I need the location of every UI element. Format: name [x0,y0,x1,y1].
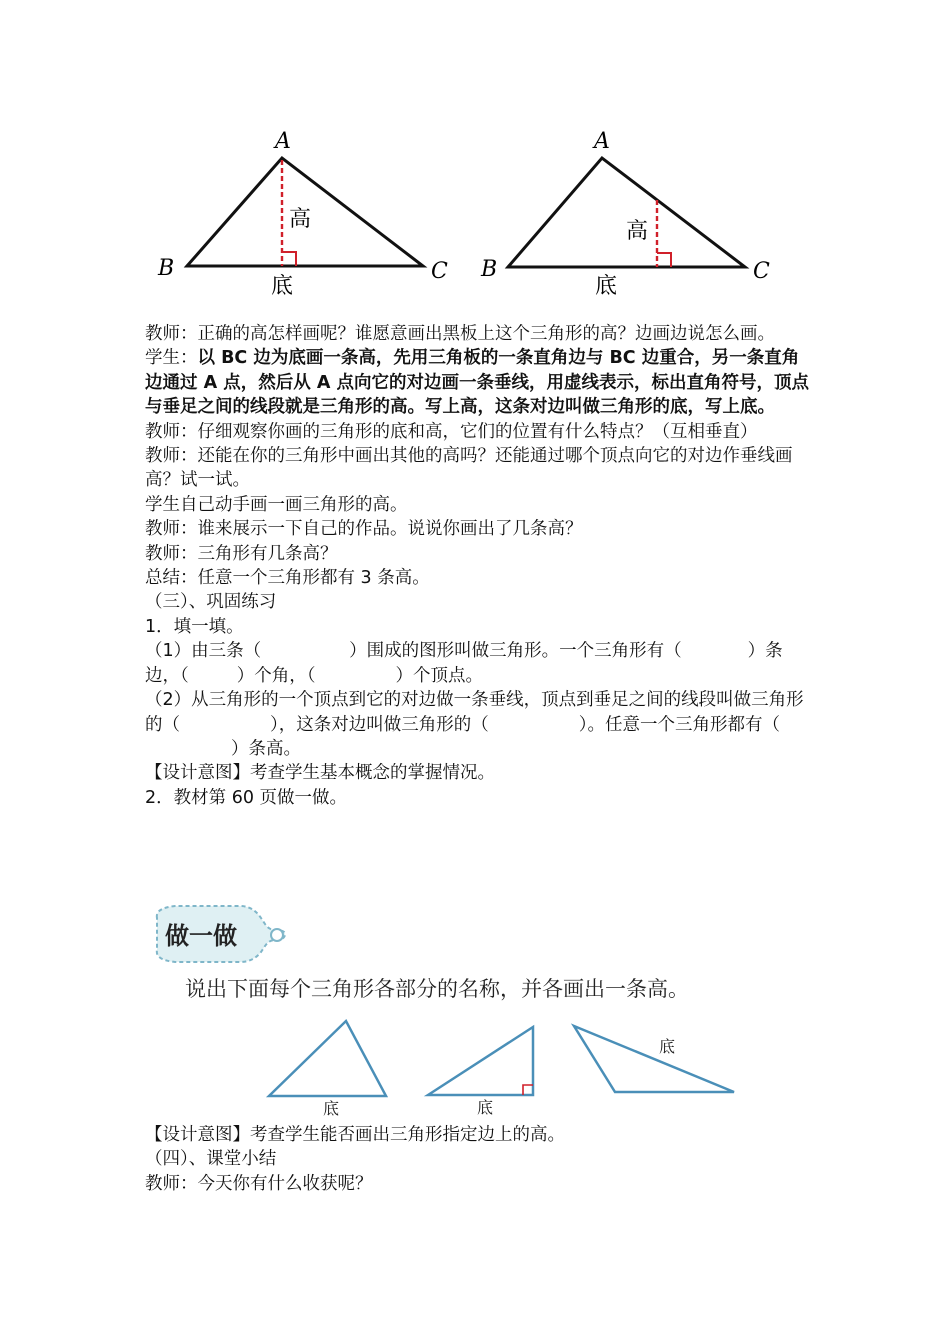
right-base-label: 底 [595,274,618,299]
textbook-exercise-figure [145,896,805,1121]
exercise-triangle-2 [428,1027,533,1095]
paragraph: 教师：正确的高怎样画呢？谁愿意画出黑板上这个三角形的高？边画边说怎么画。 [145,324,775,344]
q1-part: ）围成的图形叫做三角形。一个三角形有（ [349,641,682,662]
lesson-text-end [145,1123,810,1196]
q1-part: ）个角，（ [236,665,316,686]
paragraph: 学生自己动手画一画三角形的高。 [145,494,408,515]
paragraph: 总结：任意一个三角形都有 3 条高。 [145,568,430,589]
triangle-2-base-label: 底 [477,1098,494,1117]
lesson-text [145,322,810,810]
left-base-label: 底 [271,274,294,299]
right-right-angle-mark [657,253,671,267]
right-label-c: C [753,259,770,284]
triangle-height-figure [145,120,805,310]
q2-part: （2）从三角形的一个顶点到它的对边做一条垂线，顶点到垂足之间的线段叫做三角形的（ [145,690,804,735]
right-label-b: B [481,257,498,282]
exercise-heading-2: 2．教材第 60 页做一做。 [145,787,348,808]
paragraph: 教师：还能在你的三角形中画出其他的高吗？还能通过哪个顶点向它的对边作垂线画高？试一试。 [145,446,793,491]
badge-label: 做一做 [165,922,237,950]
left-label-c: C [431,259,448,284]
right-height-label: 高 [626,219,649,244]
left-label-b: B [158,256,175,281]
design-intent-2: 【设计意图】考查学生能否画出三角形指定边上的高。 [145,1125,565,1145]
q1-part: ）条边，（ [145,641,783,686]
exercise-instruction: 说出下面每个三角形各部分的名称，并各画出一条高。 [185,977,689,1001]
left-label-a: A [275,129,291,154]
paragraph: 教师：今天你有什么收获呢？ [145,1173,373,1194]
q2-part: ），这条对边叫做三角形的（ [270,714,489,735]
exercise-triangle-3 [574,1026,734,1092]
left-height-label: 高 [289,207,312,232]
q1-part: ）个顶点。 [395,665,483,686]
right-label-a: A [594,129,610,154]
paragraph: 教师：三角形有几条高？ [145,543,338,564]
left-right-angle-mark [282,252,296,266]
student-answer-bold: 以 BC 边为底画一条高，先用三角板的一条直角边与 BC 边重合，另一条直角边通过 A 点，然后从 A 点向它的对边画一条垂线，用虚线表示，标出直角符号，顶点与垂足之间的线段就是三角形的高。写上高，这条对边叫做三角形的底，写上底。 [145,348,809,418]
fill-blank-question-1 [145,639,810,688]
speaker-label: 学生： [145,348,198,369]
badge-dot-icon [271,929,283,941]
paragraph-student-answer [145,346,810,419]
right-triangle [508,158,745,267]
paragraph: 教师：仔细观察你画的三角形的底和高，它们的位置有什么特点？（互相垂直） [145,421,758,442]
triangle-2-right-angle-mark [523,1085,533,1095]
q2-part: ）。任意一个三角形都有（ [578,714,780,735]
exercise-triangle-1 [269,1021,386,1096]
exercise-heading: 1．填一填。 [145,616,244,637]
triangle-3-base-label: 底 [659,1037,676,1056]
triangle-1-base-label: 底 [323,1099,340,1118]
paragraph: 教师：谁来展示一下自己的作品。说说你画出了几条高？ [145,519,583,540]
fill-blank-question-2 [145,688,810,761]
design-intent-1: 【设计意图】考查学生基本概念的掌握情况。 [145,763,495,784]
q2-part: ）条高。 [231,738,301,759]
section-heading: （四）、课堂小结 [145,1149,277,1170]
q1-part: （1）由三条（ [145,641,262,662]
section-heading: （三）、巩固练习 [145,592,277,613]
